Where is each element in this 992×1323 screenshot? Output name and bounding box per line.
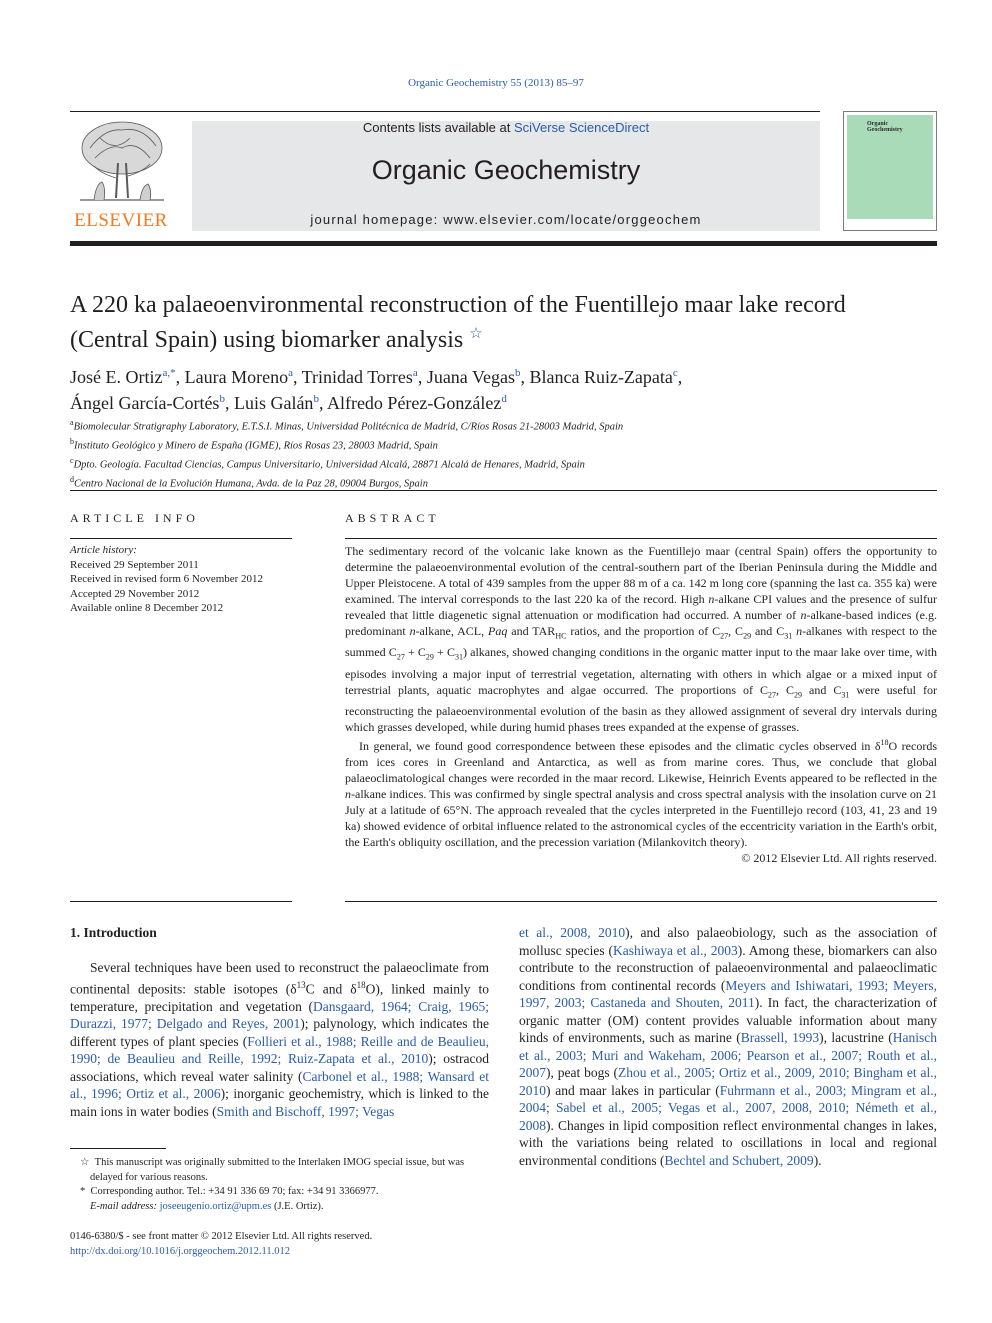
issn-line: 0146-6380/$ - see front matter © 2012 Elsevier Ltd. All rights reserved. xyxy=(70,1231,373,1242)
header-rule xyxy=(70,111,820,112)
abstract-rule xyxy=(345,538,937,539)
title-footnote-mark[interactable]: ☆ xyxy=(469,326,483,342)
history-item: Accepted 29 November 2012 xyxy=(70,587,200,600)
history-item: Received 29 September 2011 xyxy=(70,558,199,571)
reference-link[interactable]: Hanisch et al., 2003; Muri and Wakeham, 2006; Pearson et al., 2007; Routh et al., 2007 xyxy=(519,1030,937,1080)
author: Alfredo Pérez-González xyxy=(326,393,502,413)
author-list: José E. Ortiz$^{a,*}$, Laura Moreno$^a$, Trinidad Torres$^a$, Juana Vegas$^b$, Blanca Ruiz-Zapata$^c$, Ángel García-Cortés$^b$, Luis Galán$^b$, Alfredo Pérez-González$^d$ xyxy=(70,367,683,413)
author: José E. Ortiz xyxy=(70,367,163,387)
author: Trinidad Torres xyxy=(301,367,413,387)
reference-link[interactable]: Brassell, 1993 xyxy=(740,1030,820,1045)
reference-link[interactable]: Kashiwaya et al., 2003 xyxy=(612,942,738,958)
article-history xyxy=(70,543,292,616)
article-info-heading: ARTICLE INFO xyxy=(70,511,199,525)
footnote-email: E-mail address: joseeugenio.ortiz@upm.es (J.E. Ortiz). xyxy=(90,1200,324,1212)
author-affil-mark[interactable]: d xyxy=(501,393,507,405)
abstract-end-rule xyxy=(345,901,937,902)
bottom-info xyxy=(70,1230,490,1259)
publisher-wordmark: ELSEVIER xyxy=(74,210,168,231)
article-info-end-rule xyxy=(70,901,292,902)
intro-paragraph: Several techniques have been used to reconstruct the palaeoclimate from continental deposits: stable isotopes ($\delta^{13}C$ and $\delta^{18}O$), linked mainly to temperature, precipitation and vegetation (Dansgaard, 1964; Craig, 1965; Durazzi, 1977; Delgado and Reyes, 2001); palynology, which indicates the different types of plant species (Follieri et al., 1988; Reille and de Beaulieu, 1990; de Beaulieu and Reille, 1992; Ruiz-Zapata et al., 2010); ostracod associations, which reveal water salinity (Carbonel et al., 1988; Wansard et al., 1996; Ortiz et al., 2006); inorganic geochemistry, which is linked to the main ions in water bodies (Smith and Bischoff, 1997; Vegas xyxy=(70,960,490,1119)
footnotes xyxy=(70,1156,490,1214)
reference-link[interactable]: Dansgaard, 1964; Craig, 1965; Durazzi, 1977; Delgado and Reyes, 2001 xyxy=(70,998,490,1031)
section-rule xyxy=(70,490,937,491)
header-thick-rule xyxy=(70,241,937,246)
reference-link[interactable]: Meyers and Ishiwatari, 1993; Meyers, 1997, 2003; Castaneda and Shouten, 2011 xyxy=(519,977,937,1010)
cover-panel xyxy=(847,115,933,219)
intro-column-left xyxy=(70,959,489,1120)
doi-link[interactable]: http://dx.doi.org/10.1016/j.orggeochem.2012.11.012 xyxy=(70,1245,291,1257)
author: Laura Moreno xyxy=(184,367,289,387)
affiliation: $^b$Instituto Geológico y Minero de España (IGME), Ríos Rosas 23, 28003 Madrid, Spain xyxy=(70,437,438,452)
intro-paragraph: et al., 2008, 2010), and also palaeobiology, such as the association of mollusc species (Kashiwaya et al., 2003). Among these, biomarkers can also contribute to the reconstruction of palaeoenvironmental and palaeoclimatic conditions from continental records (Meyers and Ishiwatari, 1993; Meyers, 1997, 2003; Castaneda and Shouten, 2011). In fact, the characterization of organic matter (OM) content provides valuable information about many kinds of environments, such as marine (Brassell, 1993), lacustrine (Hanisch et al., 2003; Muri and Wakeham, 2006; Pearson et al., 2007; Routh et al., 2007), peat bogs (Zhou et al., 2005; Ortiz et al., 2009, 2010; Bingham et al., 2010) and maar lakes in particular (Fuhrmann et al., 2003; Mingram et al., 2004; Sabel et al., 2005; Vegas et al., 2007, 2008, 2010; Németh et al., 2008). Changes in lipid composition reflect environmental changes in lakes, with the variations being related to oscillations in local and regional environmental conditions (Bechtel and Schubert, 2009). xyxy=(519,925,937,1168)
history-item: Available online 8 December 2012 xyxy=(70,602,224,614)
history-label: Article history: xyxy=(70,544,137,556)
reference-link[interactable]: Zhou et al., 2005; Ortiz et al., 2009, 2010; Bingham et al., 2010 xyxy=(519,1065,937,1098)
contents-line: Contents lists available at SciVerse ScienceDirect xyxy=(362,120,650,135)
author: Ángel García-Cortés xyxy=(70,393,220,413)
reference-link[interactable]: Follieri et al., 1988; Reille and de Beaulieu, 1990; de Beaulieu and Reille, 1992; Ruiz-Zapata et al., 2010 xyxy=(70,1033,489,1066)
sciencedirect-link[interactable]: SciVerse ScienceDirect xyxy=(513,120,650,135)
email-link[interactable]: joseeugenio.ortiz@upm.es xyxy=(159,1200,272,1212)
reference-link[interactable]: Carbonel et al., 1988; Wansard et al., 1996; Ortiz et al., 2006 xyxy=(70,1068,489,1101)
history-item: Received in revised form 6 November 2012 xyxy=(70,573,264,585)
reference-link[interactable]: Fuhrmann et al., 2003; Mingram et al., 2004; Sabel et al., 2005; Vegas et al., 2007, 2008, 2010; Németh et al., 2008 xyxy=(519,1082,937,1133)
intro-column-right xyxy=(519,924,937,1169)
author-affil-mark[interactable]: a xyxy=(288,367,293,379)
affiliation: $^d$Centro Nacional de la Evolución Humana, Avda. de la Paz 28, 09004 Burgos, Spain xyxy=(70,475,428,490)
author: Blanca Ruiz-Zapata xyxy=(529,367,673,387)
abstract-body xyxy=(345,543,937,866)
author-affil-mark[interactable]: b xyxy=(514,367,521,379)
abstract-paragraph: The sedimentary record of the volcanic lake known as the Fuentillejo maar (central Spain) offers the opportunity to determine the palaeoenvironmental evolution of the central-southern part of the Iberian Peninsula during the Middle and Upper Pleistocene. A total of 439 samples from the upper 88 m of a ca. 142 m long core (spanning the last ca. 355 ka) were examined. The interval corresponds to the last 220 ka of the record. High n-alkane CPI values and the presence of sulfur revealed that little diagenetic signal attenuation or modification had occurred. A number of n-alkane-based indices (e.g. predominant n-alkane, ACL, Paq and $TAR_{HC}$ ratios, and the proportion of $C_{27}$, $C_{29}$ and $C_{31}$ n-alkanes with respect to the summed $C_{27} + C_{29} + C_{31}$) alkanes, showed changing conditions in the organic matter input to the maar lake over time, with episodes involving a major input of terrestrial vegetation, alternating with others in which algae or a mixed input of terrestrial plants, aquatic macrophytes and algae occurred. The proportions of $C_{27}$, $C_{29}$ and $C_{31}$ were useful for reconstructing the palaeoenvironmental evolution of the basin as they allowed assignment of several dry intervals during which grasses developed, while during humid phases trees expanded at the expense of grasses. xyxy=(345,544,938,735)
author-affil-mark[interactable]: b xyxy=(313,393,319,405)
author: Juana Vegas xyxy=(426,367,515,387)
footnote-corresponding: * Corresponding author. Tel.: +34 91 336 69 70; fax: +34 91 3366977. xyxy=(80,1186,379,1197)
abstract-paragraph: In general, we found good correspondence between these episodes and the climatic cycles observed in $\delta^{18}O$ records from ices cores in Greenland and Antarctica, as well as from marine cores. Thus, we conclude that global palaeoclimatological changes were recorded in the maar record. Likewise, Heinrich Events appeared to be reflected in the n-alkane indices. This was confirmed by single spectral analysis and cross spectral analysis with the insolation curve on 21 July at a latitude of 65°N. The approach revealed that the cycles interpreted in the Fuentillejo record (103, 41, 23 and 19 ka) showed evidence of orbital influence related to the astronomical cycles of the eccentricity variation in the Earth's orbit, the Earth's obliquity oscillation, and the precession variation (Milankovitch theory). xyxy=(345,738,937,850)
journal-homepage[interactable]: journal homepage: www.elsevier.com/locate/orggeochem xyxy=(310,212,702,227)
reference-link[interactable]: Smith and Bischoff, 1997; Vegas xyxy=(216,1103,395,1119)
affiliations xyxy=(70,416,930,492)
footnote-rule xyxy=(70,1148,166,1149)
journal-cover-thumbnail[interactable] xyxy=(843,111,937,231)
reference-link[interactable]: et al., 2008, 2010 xyxy=(519,925,626,940)
article-title: A 220 ka palaeoenvironmental reconstruction of the Fuentillejo maar lake record (Central Spain) using biomarker analysis ☆ xyxy=(70,292,846,353)
article-info-rule xyxy=(70,538,292,539)
affiliation: $^c$Dpto. Geología. Facultad Ciencias, Campus Universitario, Universidad Alcalá, 28871 Alcalá de Henares, Madrid, Spain xyxy=(70,456,585,471)
abstract-heading: ABSTRACT xyxy=(345,511,440,525)
reference-link[interactable]: Bechtel and Schubert, 2009 xyxy=(664,1152,814,1168)
cover-title: Organic Geochemistry xyxy=(867,121,903,133)
author-affil-mark[interactable]: c xyxy=(672,367,678,379)
author: Luis Galán xyxy=(233,393,314,413)
author-affil-mark[interactable]: a,* xyxy=(162,367,176,379)
journal-name: Organic Geochemistry xyxy=(371,155,641,185)
introduction-heading: 1. Introduction xyxy=(70,925,157,940)
author-affil-mark[interactable]: a xyxy=(412,367,418,379)
tree-icon xyxy=(70,118,172,210)
affiliation: $^a$Biomolecular Stratigraphy Laboratory, E.T.S.I. Minas, Universidad Politécnica de Madrid, C/Ríos Rosas 21-28003 Madrid, Spain xyxy=(70,418,624,433)
footnote-star: ☆ This manuscript was originally submitted to the Interlaken IMOG special issue, but was delayed for various reasons. xyxy=(80,1157,465,1183)
author-affil-mark[interactable]: b xyxy=(219,393,225,405)
copyright-line: © 2012 Elsevier Ltd. All rights reserved. xyxy=(741,851,937,866)
journal-citation[interactable]: Organic Geochemistry 55 (2013) 85–97 xyxy=(408,77,584,89)
